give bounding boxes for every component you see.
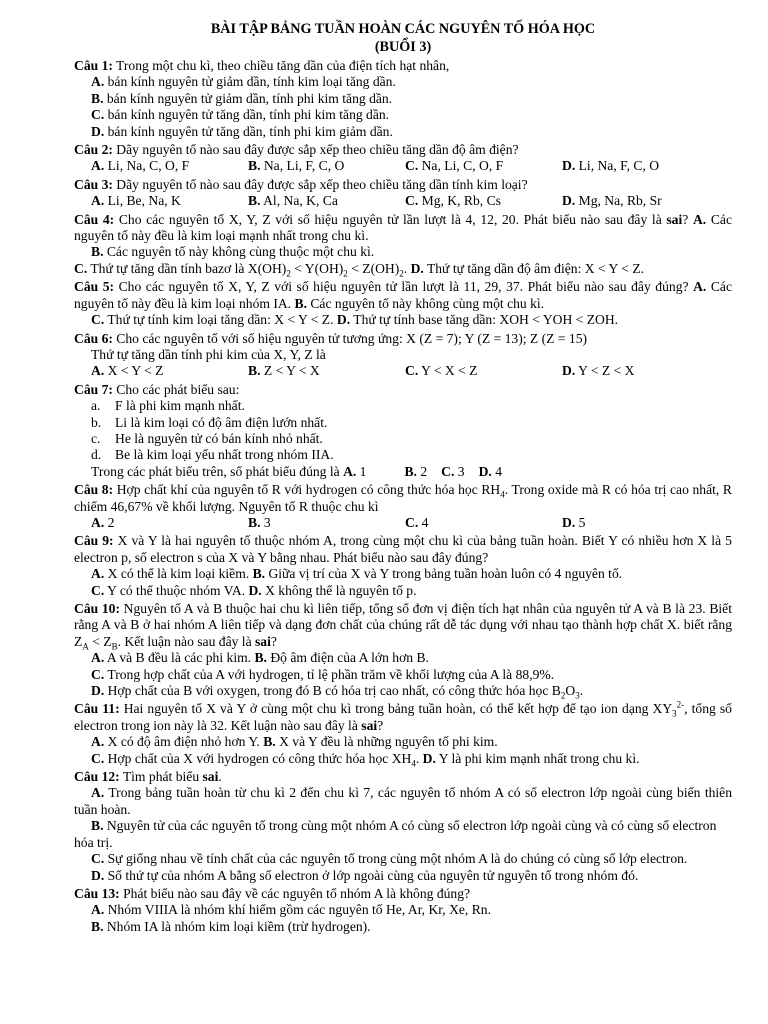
option-d: D. Mg, Na, Rb, Sr [562,193,662,209]
question-stem: Dãy nguyên tố nào sau đây được sắp xếp theo chiều tăng dần tính kim loại? [112,176,528,192]
question-label: Câu 5: [74,279,115,295]
question-8: Câu 8: Hợp chất khí của nguyên tố R với hydrogen có công thức hóa học $RH_4$. Trong oxide mà R có hóa trị cao nhất, R chiếm 46,67% về khối lượng. Nguyên tố R thuộc chu kì [74,482,732,514]
options-row [74,193,732,209]
question-12: Câu 12: Tìm phát biểu sai. [74,769,222,785]
option-letter: C. [91,107,105,123]
option-b: B. Nguyên tử của các nguyên tố trong cùng một nhóm A có cùng số electron lớp ngoài cùng và có cùng số electron hóa trị. [74,818,717,850]
option-a: A. 2 [91,514,115,530]
question-stem: Trong một chu kì, theo chiều tăng dần của điện tích hạt nhân, [112,58,450,73]
options-cd: C. Hợp chất của X với hydrogen có công thức hóa học $XH_4$. D. Y là phi kim mạnh nhất trong chu kì. [91,750,640,769]
option-b: B. Z < Y < X [248,363,320,379]
options-ab: A. X có độ âm điện nhỏ hơn Y. B. X và Y đều là những nguyên tố phi kim. [91,734,498,750]
options-cd: C. Thứ tự tính kim loại tăng dần: X < Y < Z. D. Thứ tự tính base tăng dần: XOH < YOH < ZOH. [91,312,619,328]
question-label: Câu 2: [74,142,113,158]
options-ab: A. A và B đều là các phi kim. B. Độ âm điện của A lớn hơn B. [91,650,429,666]
option-b: B. Các nguyên tố này không cùng thuộc một chu kì. [91,244,375,260]
option-a: A. Li, Na, C, O, F [91,158,190,174]
question-stem: Cho các nguyên tố X, Y, Z với số hiệu nguyên tử lần lượt là 4, 12, 20. Phát biểu nào sau đây là [114,211,667,227]
question-stem: Cho các phát biểu sau: [112,381,240,397]
question-label: Câu 1: [74,58,113,73]
question-7 [74,382,732,398]
option-d: D. Hợp chất của B với oxygen, trong đó B có hóa trị cao nhất, có công thức hóa học $B_2O_3$. [91,683,584,701]
option-d: D. Li, Na, F, C, O [562,158,660,174]
options-cd: C. Y có thể thuộc nhóm VA. D. X không thể là nguyên tố p. [91,582,417,598]
question-13: Câu 13: Phát biểu nào sau đây về các nguyên tố nhóm A là không đúng? [74,885,471,901]
question-label: Câu 13: [74,885,120,901]
option-c [74,107,732,123]
question-5: Câu 5: Cho các nguyên tố X, Y, Z với số hiệu nguyên tử lần lượt là 11, 29, 37. Phát biểu nào sau đây đúng? A. Các nguyên tố này đều là kim loại nhóm IA. B. Các nguyên tố này không cùng một chu kì. [74,279,732,311]
question-6 [74,331,732,347]
option-c: C. Na, Li, C, O, F [405,158,504,174]
option-a [74,74,732,90]
option-c: C. Sự giống nhau về tính chất của các nguyên tố trong cùng một nhóm A là do chúng có cùng số lớp electron. [91,851,688,867]
option-letter: B. [91,90,104,106]
option-c: C. Trong hợp chất của A với hydrogen, tỉ lệ phần trăm về khối lượng của A là 88,9%. [91,666,555,682]
options-ab: A. X có thể là kim loại kiềm. B. Giữa vị trí của X và Y trong bảng tuần hoàn luôn có 4 nguyên tố. [91,566,623,582]
options-cd: C. Thứ tự tăng dần tính bazơ là $X(OH)_2 < Y(OH)_2 < Z(OH)_2$. D. Thứ tự tăng dần độ âm điện: X < Y < Z. [74,260,645,279]
statement-a: a. F là phi kim mạnh nhất. [91,398,245,414]
question-ask: Trong các phát biểu trên, số phát biểu đúng là A. 1 B. 2 C. 3 D. 4 [91,463,502,479]
question-label: Câu 11: [74,701,120,717]
option-b: B. Al, Na, K, Ca [248,193,338,209]
option-a: A. Nhóm VIIIA là nhóm khí hiếm gồm các nguyên tố He, Ar, Kr, Xe, Rn. [91,902,491,918]
option-d: D. 5 [562,514,586,530]
question-2 [74,142,732,158]
question-1 [74,58,732,74]
option-d [74,124,732,140]
statement-c: c. He là nguyên tử có bán kính nhỏ nhất. [91,430,323,446]
question-stem: Dãy nguyên tố nào sau đây được sắp xếp theo chiều tăng dần độ âm điện? [112,142,519,158]
option-text: bán kính nguyên tử giảm dần, tính kim loại tăng dần. [104,74,396,90]
question-label: Câu 6: [74,330,113,346]
emphasis-word: sai [666,211,683,227]
question-stem: Cho các nguyên tố với số hiệu nguyên tử tương ứng: X (Z = 7); Y (Z = 13); Z (Z = 15) [112,330,588,346]
option-b: B. Nhóm IA là nhóm kim loại kiềm (trừ hydrogen). [91,918,371,934]
option-c: C. Y < X < Z [405,363,478,379]
option-b [74,91,732,107]
document-page [74,20,732,935]
option-text: bán kính nguyên tử giảm dần, tính phi kim tăng dần. [103,90,393,106]
option-a: A. Trong bảng tuần hoàn từ chu kì 2 đến chu kì 7, các nguyên tố nhóm A có số electron lớp ngoài cùng biến thiên tuần hoàn. [74,785,732,817]
document-subtitle: (BUỔI 3) [374,39,432,55]
option-d: D. Số thứ tự của nhóm A bằng số electron ở lớp ngoài cùng của nguyên tử nguyên tố trong nhóm đó. [91,867,639,883]
question-label: Câu 3: [74,176,113,192]
options-row [74,158,732,174]
option-c: C. 4 [405,514,429,530]
option-text: bán kính nguyên tử tăng dần, tính phi kim tăng dần. [104,107,390,123]
statement-d: d. Be là kim loại yếu nhất trong nhóm IIA. [91,447,334,463]
question-stem: Cho các nguyên tố X, Y, Z với số hiệu nguyên tử lần lượt là 11, 29, 37. Phát biểu nào sau đây đúng? [114,279,689,295]
option-a: A. X < Y < Z [91,363,164,379]
question-stem-2: Thứ tự tăng dần tính phi kim của X, Y, Z là [91,346,326,362]
question-9: Câu 9: X và Y là hai nguyên tố thuộc nhóm A, trong cùng một chu kì của bảng tuần hoàn. Biết Y có nhiều hơn X là 5 electron p, số electron s của X và Y bằng nhau. Phát biểu nào sau đây đúng? [74,533,732,565]
option-a: A. Li, Be, Na, K [91,193,181,209]
question-label: Câu 9: [74,533,114,549]
option-letter: D. [91,123,105,139]
options-row [74,515,732,531]
question-label: Câu 4: [74,211,115,227]
question-3 [74,177,732,193]
option-b: B. 3 [248,514,271,530]
question-4: Câu 4: Cho các nguyên tố X, Y, Z với số hiệu nguyên tử lần lượt là 4, 12, 20. Phát biểu nào sau đây là sai? A. Các nguyên tố này đều là kim loại mạnh nhất trong chu kì. [74,211,732,244]
statement-b: b. Li là kim loại có độ âm điện lướn nhất. [91,414,328,430]
question-label: Câu 8: [74,482,114,498]
document-title: BÀI TẬP BẢNG TUẦN HOÀN CÁC NGUYÊN TỐ HÓA HỌC [210,21,596,37]
question-label: Câu 12: [74,769,120,785]
option-c: C. Mg, K, Rb, Cs [405,193,501,209]
question-10: Câu 10: Nguyên tố A và B thuộc hai chu kì liên tiếp, tổng số đơn vị điện tích hạt nhân của nguyên tử A và B là 23. Biết rằng A và B ở hai nhóm A liên tiếp và dạng đơn chất của chúng rất dễ tác dụng với nhau tạo thành hợp chất X. biết rằng $Z_A < Z_B$. Kết luận nào sau đây là sai? [74,601,732,652]
option-d: D. Y < Z < X [562,363,635,379]
option-letter: A. [91,74,105,90]
option-b: B. Na, Li, F, C, O [248,158,345,174]
question-11: Câu 11: Hai nguyên tố X và Y ở cùng một chu kì trong bảng tuần hoàn, có thể kết hợp để tạo ion dạng $XY_3^{2-}$, tổng số electron trong ion này là 32. Kết luận nào sau đây là sai? [74,699,732,733]
option-text: bán kính nguyên tử tăng dần, tính phi kim giảm dần. [104,123,393,139]
options-row [74,363,732,379]
question-label: Câu 7: [74,381,113,397]
question-label: Câu 10: [74,601,120,616]
